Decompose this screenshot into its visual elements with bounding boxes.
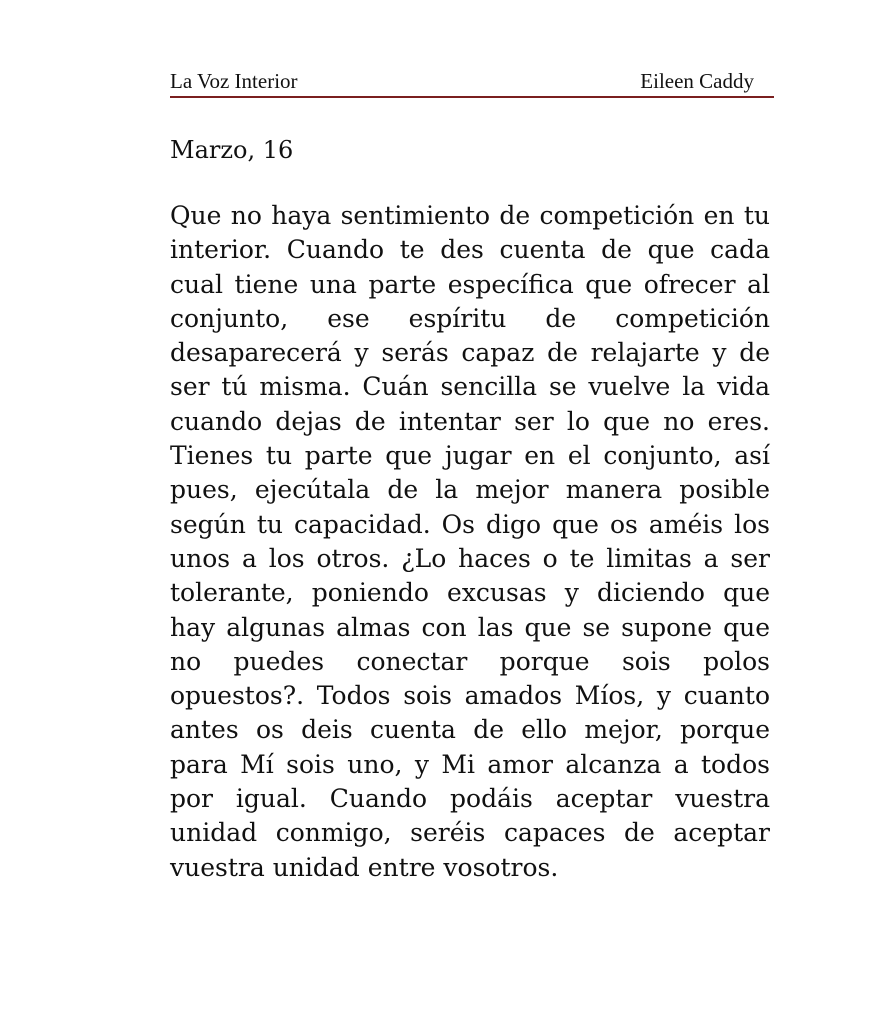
book-title: La Voz Interior (170, 69, 298, 93)
running-header (170, 66, 774, 98)
entry-date: Marzo, 16 (170, 136, 294, 164)
entry-body-text: Que no haya sentimiento de competición en tu interior. Cuando te des cuenta de que cada cual tiene una parte específica que ofrecer al conjunto, ese espíritu de competición desaparecerá y serás capaz de relajarte y de ser tú misma. Cuán sencilla se vuelve la vida cuando dejas de intentar ser lo que no eres. Tienes tu parte que jugar en el conjunto, así pues, ejecútala de la mejor manera posible según tu capacidad. Os digo que os améis los unos a los otros. ¿Lo haces o te limitas a ser tolerante, poniendo excusas y diciendo que hay algunas almas con las que se supone que no puedes conectar porque sois polos opuestos?. Todos sois amados Míos, y cuanto antes os deis cuenta de ello mejor, porque para Mí sois uno, y Mi amor alcanza a todos por igual. Cuando podáis aceptar vuestra unidad conmigo, seréis capaces de aceptar vuestra unidad entre vosotros. (170, 201, 770, 882)
author-name: Eileen Caddy (640, 69, 754, 93)
